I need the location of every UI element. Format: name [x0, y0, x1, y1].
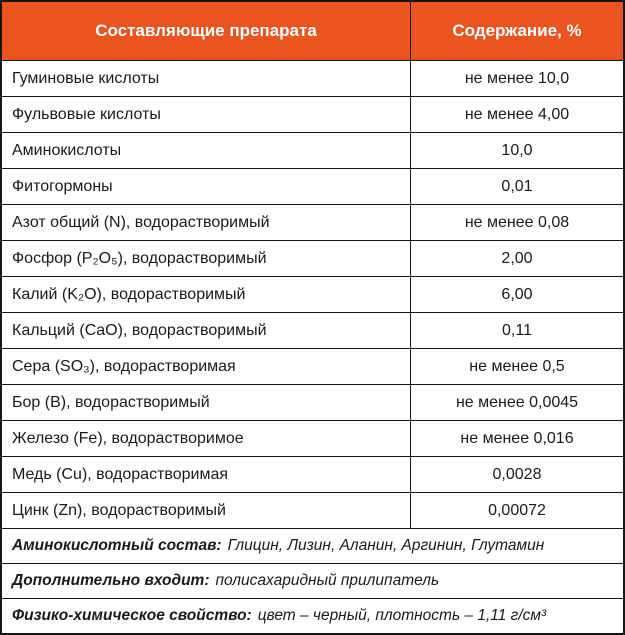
component-name: Фосфор (P₂O₅), водорастворимый [2, 241, 411, 276]
table-footer-row [2, 563, 623, 598]
footer-text: Глицин, Лизин, Аланин, Аргинин, Глутамин [227, 537, 545, 554]
component-value: 6,00 [501, 285, 533, 303]
footer-label: Дополнительно входит: [12, 572, 210, 589]
footer-text: полисахаридный прилипатель [215, 572, 440, 589]
component-value: 2,00 [501, 249, 533, 267]
component-name: Кальций (CaO), водорастворимый [2, 313, 411, 348]
component-name: Фитогормоны [2, 169, 411, 204]
footer-label: Физико-химическое свойство: [12, 607, 252, 624]
component-value: 0,11 [502, 321, 532, 339]
table-row [2, 456, 623, 492]
component-name: Цинк (Zn), водорастворимый [2, 493, 411, 528]
component-value: 0,00072 [488, 501, 546, 519]
table-row [2, 276, 623, 312]
header-components: Составляющие препарата [2, 2, 411, 60]
component-name: Железо (Fe), водорастворимое [2, 421, 411, 456]
component-value: не менее 0,5 [469, 357, 565, 375]
component-value: 10,0 [501, 141, 533, 159]
component-name: Калий (K₂O), водорастворимый [2, 277, 411, 312]
component-name: Сера (SO₃), водорастворимая [2, 349, 411, 384]
component-value: не менее 10,0 [464, 69, 570, 87]
component-name: Гуминовые кислоты [2, 61, 411, 96]
component-value: не менее 0,0045 [455, 393, 579, 411]
component-name: Медь (Cu), водорастворимая [2, 457, 411, 492]
table-footer-row [2, 528, 623, 563]
table-row [2, 312, 623, 348]
component-name: Аминокислоты [2, 133, 411, 168]
table-header-row [2, 2, 623, 60]
component-value: не менее 0,016 [460, 429, 574, 447]
header-content-percent: Содержание, % [411, 2, 623, 60]
component-value: 0,01 [501, 177, 533, 195]
component-name: Азот общий (N), водорастворимый [2, 205, 411, 240]
component-name: Фульвовые кислоты [2, 97, 411, 132]
table-row [2, 240, 623, 276]
table-row [2, 492, 623, 528]
table-footer [2, 528, 623, 633]
footer-label: Аминокислотный состав: [12, 537, 222, 554]
component-value: 0,0028 [492, 465, 542, 483]
table-row [2, 60, 623, 96]
table-row [2, 204, 623, 240]
component-value: не менее 0,08 [464, 213, 570, 231]
component-name: Бор (B), водорастворимый [2, 385, 411, 420]
table-footer-row [2, 598, 623, 633]
table-row [2, 132, 623, 168]
table-row [2, 348, 623, 384]
table-row [2, 420, 623, 456]
table-row [2, 96, 623, 132]
table-row [2, 384, 623, 420]
table-row [2, 168, 623, 204]
footer-text: цвет – черный, плотность – 1,11 г/см³ [257, 607, 547, 624]
table-body [2, 60, 623, 528]
component-value: не менее 4,00 [464, 105, 570, 123]
